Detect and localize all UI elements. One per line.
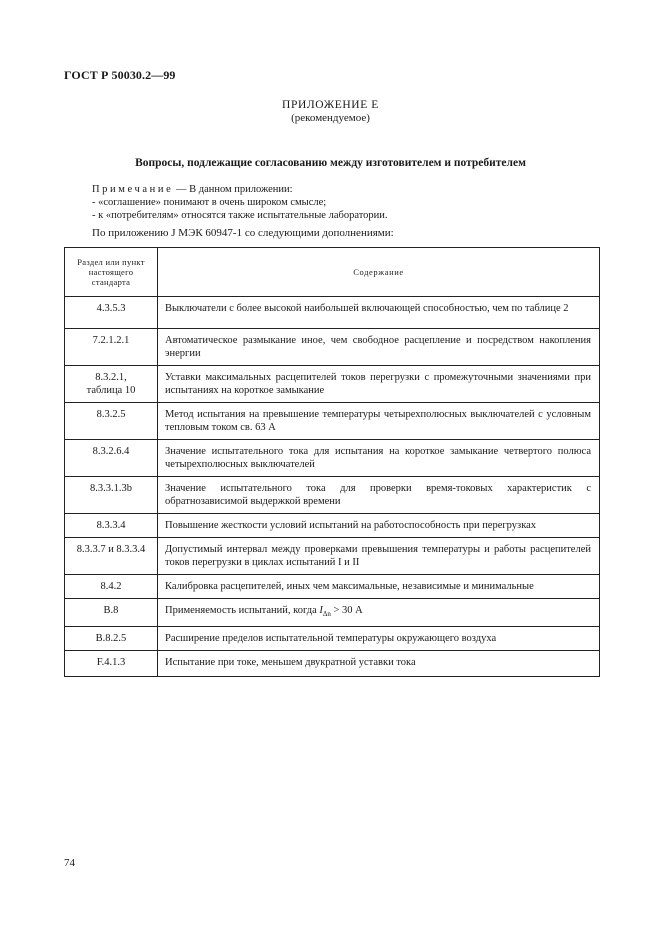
row-content: Метод испытания на превышение температуры четырехполюсных выключателей с условным тепловым током св. 63 А (158, 403, 600, 440)
row-content: Значение испытательного тока для испытания на короткое замыкание четвертого полюса четырехполюсных выключателей (158, 440, 600, 477)
note-line: - «соглашение» понимают в очень широком смысле; (92, 197, 327, 208)
table-row (65, 651, 600, 677)
header-col1-line: настоящего (88, 267, 134, 277)
table-row (65, 329, 600, 366)
row-content: Автоматическое размыкание иное, чем свободное расцепление и посредством накопления энергии (158, 329, 600, 366)
row-content: Калибровка расцепителей, иных чем максимальные, независимые и минимальные (158, 575, 600, 599)
table-row (65, 477, 600, 514)
row-content: Допустимый интервал между проверками превышения температуры и работы расцепителей токов перегрузки в циклах испытаний I и II (158, 538, 600, 575)
header-col1-line: Раздел или пункт (77, 257, 145, 267)
row-section-line: 8.3.2.1, (95, 372, 127, 383)
agreement-table (64, 247, 600, 677)
table-row (65, 538, 600, 575)
row-section: 8.3.3.1.3b (65, 477, 158, 514)
appendix-subtitle: (рекомендуемое) (291, 112, 370, 124)
current-variable: I (319, 605, 323, 616)
table-row (65, 575, 600, 599)
header-section-column (65, 248, 158, 297)
row-content-suffix: > 30 А (330, 605, 363, 616)
row-content: Значение испытательного тока для проверки время-токовых характеристик с обратнозависимой выдержкой времени (158, 477, 600, 514)
row-section (65, 366, 158, 403)
section-title: Вопросы, подлежащие согласованию между изготовителем и потребителем (135, 157, 526, 169)
row-section: 8.3.2.6.4 (65, 440, 158, 477)
note-line: - к «потребителям» относятся также испытательные лаборатории. (92, 210, 388, 221)
current-variable-subscript: Δn (322, 610, 331, 619)
row-section: 8.4.2 (65, 575, 158, 599)
row-content-prefix: Применяемость испытаний, когда (165, 605, 320, 616)
note-dash-text: — В данном приложении: (173, 184, 293, 195)
page-number: 74 (64, 857, 75, 869)
header-col1-line: стандарта (91, 277, 131, 287)
standard-code-header: ГОСТ Р 50030.2—99 (64, 68, 176, 82)
table-row (65, 403, 600, 440)
note-block (92, 183, 388, 222)
table-header-row (65, 248, 600, 297)
row-content (158, 599, 600, 627)
row-section: 7.2.1.2.1 (65, 329, 158, 366)
row-section: В.8 (65, 599, 158, 627)
note-label: Примечание (92, 184, 174, 195)
row-content: Испытание при токе, меньшем двукратной уставки тока (158, 651, 600, 677)
row-content: Выключатели с более высокой наибольшей включающей способностью, чем по таблице 2 (158, 297, 600, 329)
table-row (65, 297, 600, 329)
row-section: 8.3.3.4 (65, 514, 158, 538)
table-row (65, 366, 600, 403)
table-row (65, 514, 600, 538)
row-section: 8.3.3.7 и 8.3.3.4 (65, 538, 158, 575)
row-section: 8.3.2.5 (65, 403, 158, 440)
row-section: F.4.1.3 (65, 651, 158, 677)
row-section: В.8.2.5 (65, 627, 158, 651)
table-row (65, 599, 600, 627)
row-content: Уставки максимальных расцепителей токов перегрузки с промежуточными значениями при испытаниях на короткое замыкание (158, 366, 600, 403)
row-section-line: таблица 10 (86, 385, 136, 396)
intro-text: По приложению J МЭК 60947-1 со следующими дополнениями: (92, 227, 394, 239)
row-content: Расширение пределов испытательной температуры окружающего воздуха (158, 627, 600, 651)
note-first-line (92, 183, 388, 196)
table-row (65, 627, 600, 651)
row-section: 4.3.5.3 (65, 297, 158, 329)
appendix-title: ПРИЛОЖЕНИЕ Е (282, 99, 379, 111)
header-content-column: Содержание (158, 248, 600, 297)
table-row (65, 440, 600, 477)
row-content: Повышение жесткости условий испытаний на работоспособность при перегрузках (158, 514, 600, 538)
